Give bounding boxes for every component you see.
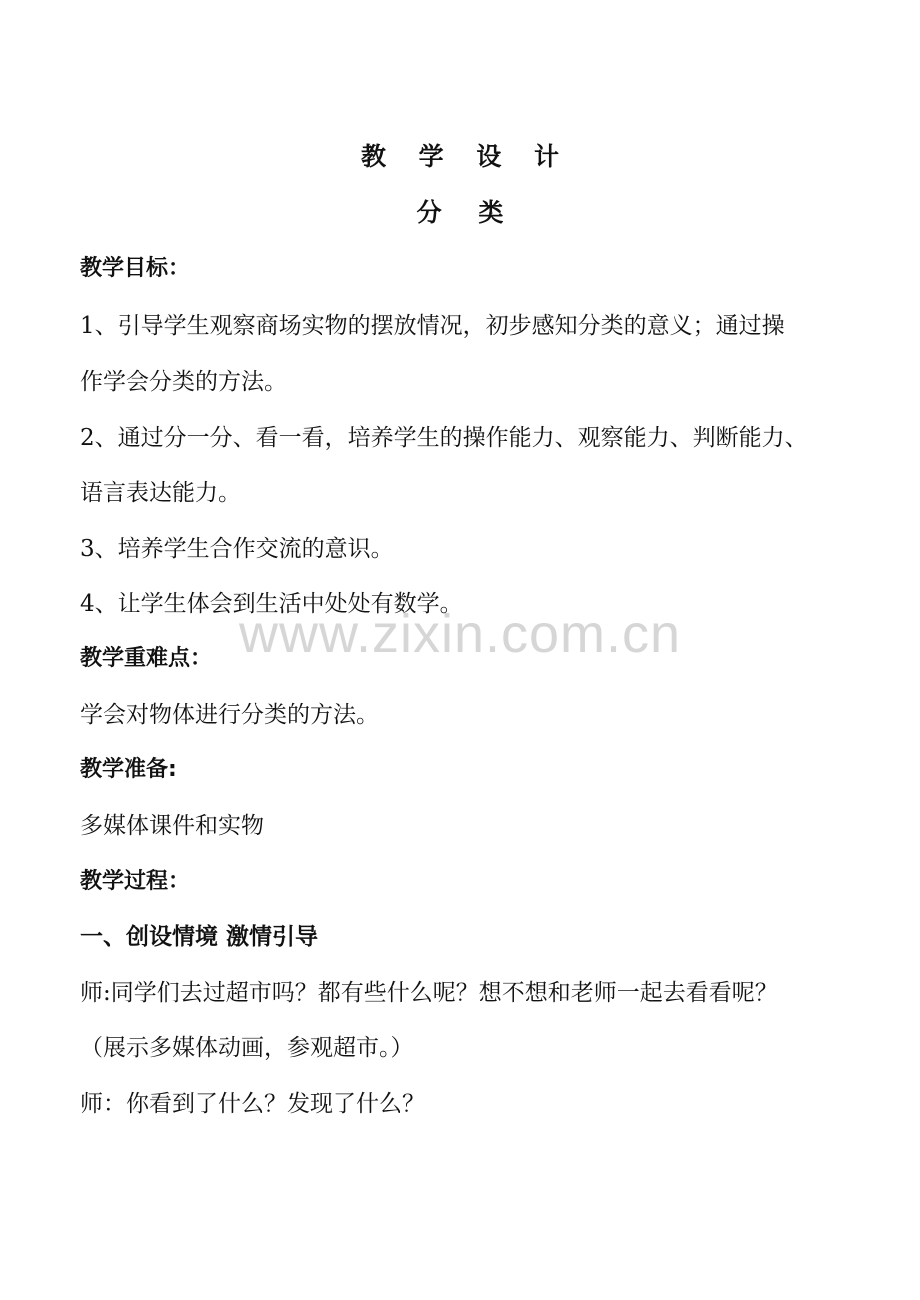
teacher-line-1: 师:同学们去过超市吗？都有些什么呢？想不想和老师一起去看看呢？: [80, 980, 778, 1006]
preparation-text: 多媒体课件和实物: [80, 813, 264, 839]
objective-2-line-2: 语言表达能力。: [80, 480, 241, 506]
process-heading: 教学过程：: [80, 869, 191, 894]
objective-4: 4、让学生体会到生活中处处有数学。: [80, 591, 463, 617]
key-points-heading: 教学重难点：: [80, 646, 213, 671]
teacher-line-2: 师：你看到了什么？发现了什么？: [80, 1091, 425, 1117]
objective-3: 3、培养学生合作交流的意识。: [80, 536, 394, 562]
document-title: 教 学 设 计: [360, 142, 572, 171]
objective-1-line-1: 1、引导学生观察商场实物的摆放情况，初步感知分类的意义；通过操: [80, 313, 785, 339]
objectives-heading: 教学目标：: [80, 256, 191, 281]
preparation-heading: 教学准备:: [80, 757, 177, 782]
teacher-note: （展示多媒体动画，参观超市。）: [80, 1035, 414, 1061]
watermark: www.zixin.com.cn: [238, 604, 682, 664]
key-points-text: 学会对物体进行分类的方法。: [80, 702, 379, 728]
objective-2-line-1: 2、通过分一分、看一看，培养学生的操作能力、观察能力、判断能力、: [80, 425, 808, 451]
document-subtitle: 分 类: [416, 198, 518, 227]
section-1-heading: 一、创设情境 激情引导: [80, 924, 319, 950]
objective-1-line-2: 作学会分类的方法。: [80, 369, 287, 395]
